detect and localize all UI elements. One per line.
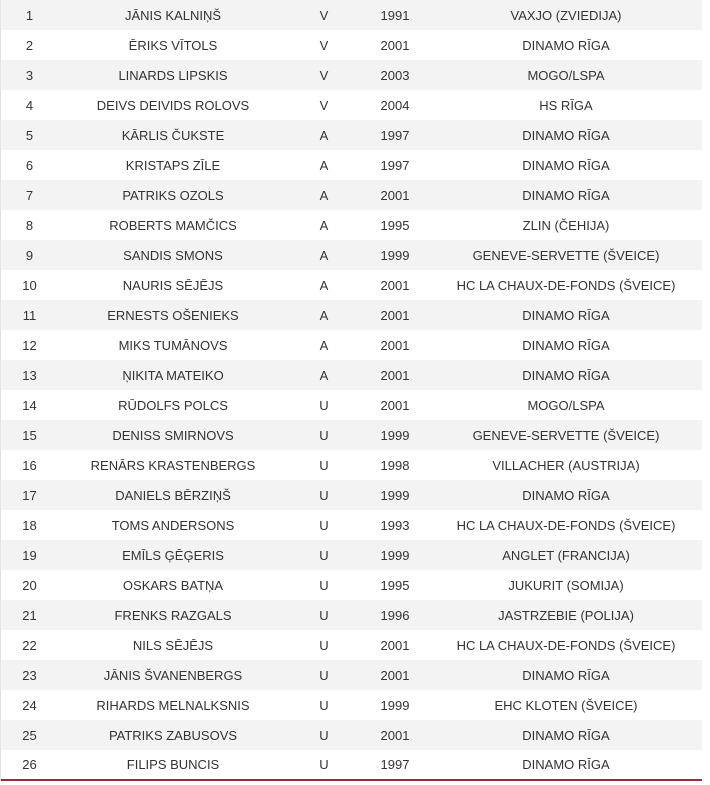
player-number: 9 — [25, 247, 34, 263]
player-name: DEIVS DEIVIDS ROLOVS — [96, 97, 250, 113]
table-row — [1, 480, 702, 510]
player-birth-year: 1997 — [380, 127, 410, 143]
player-position: U — [319, 727, 329, 743]
player-position: U — [319, 667, 329, 683]
player-club: DINAMO RĪGA — [522, 37, 610, 53]
table-row — [1, 450, 702, 480]
player-number: 17 — [22, 487, 37, 503]
player-name: ROBERTS MAMČICS — [109, 217, 237, 233]
player-club: DINAMO RĪGA — [522, 667, 610, 683]
player-number: 14 — [22, 397, 37, 413]
player-number: 13 — [22, 367, 37, 383]
player-position: V — [319, 7, 329, 23]
player-birth-year: 2001 — [380, 667, 410, 683]
player-birth-year: 1999 — [380, 427, 410, 443]
player-birth-year: 2001 — [380, 187, 410, 203]
player-name: NILS SĒJĒJS — [132, 637, 214, 653]
player-position: V — [319, 97, 329, 113]
player-name: EMĪLS ĢĒĢERIS — [122, 547, 224, 563]
player-club: ZLIN (ČEHIJA) — [522, 217, 610, 233]
player-position: A — [319, 157, 329, 173]
table-row — [1, 750, 702, 780]
player-club: DINAMO RĪGA — [522, 367, 610, 383]
player-club: DINAMO RĪGA — [522, 187, 610, 203]
player-club: ANGLET (FRANCIJA) — [502, 547, 630, 563]
player-birth-year: 2001 — [380, 367, 410, 383]
table-row — [1, 360, 702, 390]
table-row — [1, 60, 702, 90]
player-number: 16 — [22, 457, 37, 473]
table-row — [1, 330, 702, 360]
player-position: U — [319, 577, 329, 593]
player-birth-year: 1997 — [380, 157, 410, 173]
player-birth-year: 1995 — [380, 577, 410, 593]
player-position: A — [319, 127, 329, 143]
player-position: U — [319, 697, 329, 713]
player-number: 18 — [22, 517, 37, 533]
player-birth-year: 2003 — [380, 67, 410, 83]
player-number: 24 — [22, 697, 37, 713]
player-club: DINAMO RĪGA — [522, 127, 610, 143]
player-club: HC LA CHAUX-DE-FONDS (ŠVEICE) — [456, 637, 676, 653]
player-name: LINARDS LIPSKIS — [118, 67, 228, 83]
player-number: 2 — [25, 37, 34, 53]
table-row — [1, 120, 702, 150]
player-club: DINAMO RĪGA — [522, 307, 610, 323]
player-birth-year: 2001 — [380, 727, 410, 743]
player-position: A — [319, 367, 329, 383]
player-position: U — [319, 517, 329, 533]
player-number: 22 — [22, 637, 37, 653]
player-number: 25 — [22, 727, 37, 743]
player-birth-year: 2001 — [380, 37, 410, 53]
player-number: 19 — [22, 547, 37, 563]
player-position: U — [319, 637, 329, 653]
player-position: V — [319, 67, 329, 83]
player-club: HS RĪGA — [539, 97, 593, 113]
player-club: VAXJO (ZVIEDIJA) — [510, 7, 622, 23]
player-position: A — [319, 187, 329, 203]
player-birth-year: 2001 — [380, 337, 410, 353]
player-name: RŪDOLFS POLCS — [118, 397, 228, 413]
table-row — [1, 510, 702, 540]
player-position: U — [319, 427, 329, 443]
player-position: A — [319, 277, 329, 293]
player-position: U — [319, 397, 329, 413]
table-row — [1, 30, 702, 60]
player-birth-year: 1991 — [380, 7, 410, 23]
player-number: 23 — [22, 667, 37, 683]
player-birth-year: 1998 — [380, 457, 410, 473]
player-number: 10 — [22, 277, 37, 293]
table-row — [1, 300, 702, 330]
player-birth-year: 1999 — [380, 487, 410, 503]
player-position: U — [319, 607, 329, 623]
table-row — [1, 150, 702, 180]
player-name: NAURIS SĒJĒJS — [122, 277, 224, 293]
player-number: 3 — [25, 67, 34, 83]
player-birth-year: 1999 — [380, 547, 410, 563]
player-position: V — [319, 37, 329, 53]
player-name: FRENKS RAZGALS — [114, 607, 232, 623]
player-name: TOMS ANDERSONS — [111, 517, 235, 533]
player-position: U — [319, 457, 329, 473]
player-club: DINAMO RĪGA — [522, 487, 610, 503]
roster-table-body — [1, 0, 702, 780]
table-row — [1, 180, 702, 210]
player-position: U — [319, 487, 329, 503]
player-name: DENISS SMIRNOVS — [112, 427, 234, 443]
player-position: A — [319, 337, 329, 353]
player-number: 1 — [25, 7, 34, 23]
player-number: 4 — [25, 97, 34, 113]
player-birth-year: 1996 — [380, 607, 410, 623]
table-row — [1, 720, 702, 750]
player-birth-year: 2001 — [380, 397, 410, 413]
player-name: KĀRLIS ČUKSTE — [121, 127, 225, 143]
player-club: DINAMO RĪGA — [522, 727, 610, 743]
player-club: HC LA CHAUX-DE-FONDS (ŠVEICE) — [456, 277, 676, 293]
player-club: MOGO/LSPA — [527, 67, 605, 83]
player-birth-year: 1999 — [380, 697, 410, 713]
table-row — [1, 0, 702, 30]
player-number: 15 — [22, 427, 37, 443]
player-number: 20 — [22, 577, 37, 593]
table-row — [1, 600, 702, 630]
table-row — [1, 390, 702, 420]
player-club: JUKURIT (SOMIJA) — [508, 577, 624, 593]
table-row — [1, 240, 702, 270]
player-name: PATRIKS OZOLS — [122, 187, 224, 203]
roster-table — [1, 0, 702, 781]
player-club: HC LA CHAUX-DE-FONDS (ŠVEICE) — [456, 517, 676, 533]
table-row — [1, 270, 702, 300]
table-row — [1, 690, 702, 720]
player-name: SANDIS SMONS — [123, 247, 223, 263]
player-birth-year: 1999 — [380, 247, 410, 263]
player-position: A — [319, 247, 329, 263]
player-birth-year: 2001 — [380, 307, 410, 323]
player-name: ĒRIKS VĪTOLS — [128, 37, 218, 53]
player-name: KRISTAPS ZĪLE — [125, 157, 221, 173]
player-position: A — [319, 217, 329, 233]
player-birth-year: 1993 — [380, 517, 410, 533]
player-name: PATRIKS ZABUSOVS — [108, 727, 238, 743]
player-name: ŅIKITA MATEIKO — [122, 367, 224, 383]
player-number: 8 — [25, 217, 34, 233]
player-club: DINAMO RĪGA — [522, 337, 610, 353]
player-club: EHC KLOTEN (ŠVEICE) — [494, 697, 638, 713]
player-name: MIKS TUMĀNOVS — [118, 337, 228, 353]
player-name: DANIELS BĒRZIŅŠ — [115, 487, 231, 503]
player-number: 7 — [25, 187, 34, 203]
player-name: RIHARDS MELNALKSNIS — [96, 697, 250, 713]
player-position: U — [319, 547, 329, 563]
player-birth-year: 2004 — [380, 97, 410, 113]
player-club: JASTRZEBIE (POLIJA) — [498, 607, 634, 623]
player-position: A — [319, 307, 329, 323]
player-name: JĀNIS KALNIŅŠ — [124, 7, 222, 23]
player-name: ERNESTS OŠENIEKS — [107, 307, 239, 323]
table-row — [1, 210, 702, 240]
table-row — [1, 540, 702, 570]
player-club: DINAMO RĪGA — [430, 750, 702, 780]
table-row — [1, 630, 702, 660]
player-birth-year: 1995 — [380, 217, 410, 233]
player-club: GENEVE-SERVETTE (ŠVEICE) — [472, 247, 660, 263]
player-birth-year: 1997 — [360, 750, 430, 780]
table-row — [1, 570, 702, 600]
player-club: MOGO/LSPA — [527, 397, 605, 413]
table-row — [1, 90, 702, 120]
player-club: VILLACHER (AUSTRIJA) — [492, 457, 640, 473]
player-name: JĀNIS ŠVANENBERGS — [103, 667, 243, 683]
player-club: GENEVE-SERVETTE (ŠVEICE) — [472, 427, 660, 443]
player-birth-year: 2001 — [380, 277, 410, 293]
player-name: FILIPS BUNCIS — [58, 750, 288, 780]
player-name: RENĀRS KRASTENBERGS — [90, 457, 256, 473]
player-name: OSKARS BATŅA — [122, 577, 224, 593]
player-number: 21 — [22, 607, 37, 623]
player-number: 5 — [25, 127, 34, 143]
player-number: 12 — [22, 337, 37, 353]
player-number: 26 — [1, 750, 58, 780]
table-row — [1, 660, 702, 690]
table-row — [1, 420, 702, 450]
player-club: DINAMO RĪGA — [522, 157, 610, 173]
player-birth-year: 2001 — [380, 637, 410, 653]
player-number: 6 — [25, 157, 34, 173]
player-number: 11 — [22, 307, 37, 323]
player-position: U — [288, 750, 360, 780]
